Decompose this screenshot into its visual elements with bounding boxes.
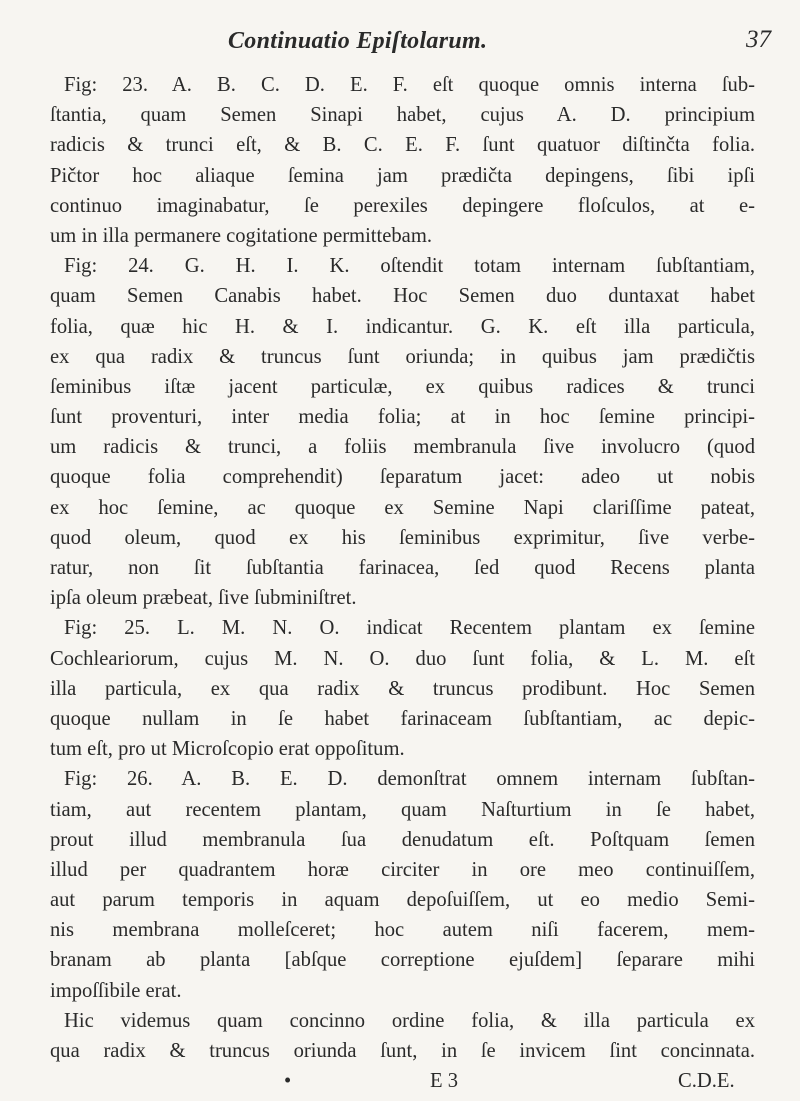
footer-bullet: • bbox=[284, 1070, 292, 1093]
text-line: folia, quæ hic H. & I. indicantur. G. K. eſt illa particula, bbox=[50, 315, 755, 338]
signature-mark: E 3 bbox=[430, 1070, 459, 1093]
text-line: illa particula, ex qua radix & truncus prodibunt. Hoc Semen bbox=[50, 677, 755, 700]
text-line: qua radix & truncus oriunda ſunt, in ſe invicem ſint concinnata. bbox=[50, 1040, 755, 1062]
body-text bbox=[50, 70, 755, 1096]
text-line: ex qua radix & truncus ſunt oriunda; in quibus jam prædičtis bbox=[50, 345, 755, 368]
text-line: Pičtor hoc aliaque ſemina jam prædičta depingens, ſibi ipſi bbox=[50, 164, 755, 187]
catchword: C.D.E. bbox=[678, 1070, 735, 1093]
text-line: tum eſt, pro ut Microſcopio erat oppoſitum. bbox=[50, 738, 405, 761]
text-line: tiam, aut recentem plantam, quam Naſturtium in ſe habet, bbox=[50, 798, 755, 821]
page-number: 37 bbox=[746, 26, 771, 53]
text-line: quoque nullam in ſe habet farinaceam ſubſtantiam, ac depic- bbox=[50, 707, 755, 730]
text-line: quam Semen Canabis habet. Hoc Semen duo duntaxat habet bbox=[50, 285, 755, 308]
text-line: ſunt proventuri, inter media folia; at in hoc ſemine principi- bbox=[50, 406, 755, 429]
text-line: branam ab planta [abſque correptione ejuſdem] ſeparare mihi bbox=[50, 949, 755, 972]
text-line: ratur, non ſit ſubſtantia farinacea, ſed quod Recens planta bbox=[50, 557, 755, 579]
text-line: Cochleariorum, cujus M. N. O. duo ſunt folia, & L. M. eſt bbox=[50, 647, 755, 670]
text-line: nis membrana molleſceret; hoc autem niſi facerem, mem- bbox=[50, 919, 755, 942]
text-line: Fig: 23. A. B. C. D. E. F. eſt quoque omnis interna ſub- bbox=[64, 74, 755, 96]
text-line: Fig: 25. L. M. N. O. indicat Recentem plantam ex ſemine bbox=[64, 617, 755, 640]
text-line: continuo imaginabatur, ſe perexiles depingere floſculos, at e- bbox=[50, 194, 755, 217]
text-line: Hic videmus quam concinno ordine folia, & illa particula ex bbox=[64, 1009, 755, 1032]
text-line: aut parum temporis in aquam depoſuiſſem, ut eo medio Semi- bbox=[50, 889, 755, 912]
text-line: radicis & trunci eſt, & B. C. E. F. ſunt quatuor diſtinčta folia. bbox=[50, 134, 755, 157]
text-line: ipſa oleum præbeat, ſive ſubminiſtret. bbox=[50, 587, 357, 610]
text-line: quoque folia comprehendit) ſeparatum jacet: adeo ut nobis bbox=[50, 466, 755, 489]
text-line: impoſſibile erat. bbox=[50, 979, 182, 1002]
text-line: prout illud membranula ſua denudatum eſt. Poſtquam ſemen bbox=[50, 828, 755, 851]
text-line: Fig: 26. A. B. E. D. demonſtrat omnem internam ſubſtan- bbox=[64, 768, 755, 791]
text-line: illud per quadrantem horæ circiter in ore meo continuiſſem, bbox=[50, 858, 755, 881]
text-line: quod oleum, quod ex his ſeminibus exprimitur, ſive verbe- bbox=[50, 526, 755, 549]
text-line: ex hoc ſemine, ac quoque ex Semine Napi clariſſime pateat, bbox=[50, 496, 755, 519]
text-line: um in illa permanere cogitatione permittebam. bbox=[50, 224, 432, 247]
text-line: um radicis & trunci, a foliis membranula ſive involucro (quod bbox=[50, 436, 755, 459]
text-line: ſeminibus iſtæ jacent particulæ, ex quibus radices & trunci bbox=[50, 375, 755, 398]
text-line: Fig: 24. G. H. I. K. oſtendit totam internam ſubſtantiam, bbox=[64, 255, 755, 278]
running-title: Continuatio Epiſtolarum. bbox=[228, 28, 488, 54]
page-footer bbox=[50, 1066, 755, 1096]
running-head bbox=[0, 22, 800, 62]
text-line: ſtantia, quam Semen Sinapi habet, cujus A. D. principium bbox=[50, 104, 755, 127]
